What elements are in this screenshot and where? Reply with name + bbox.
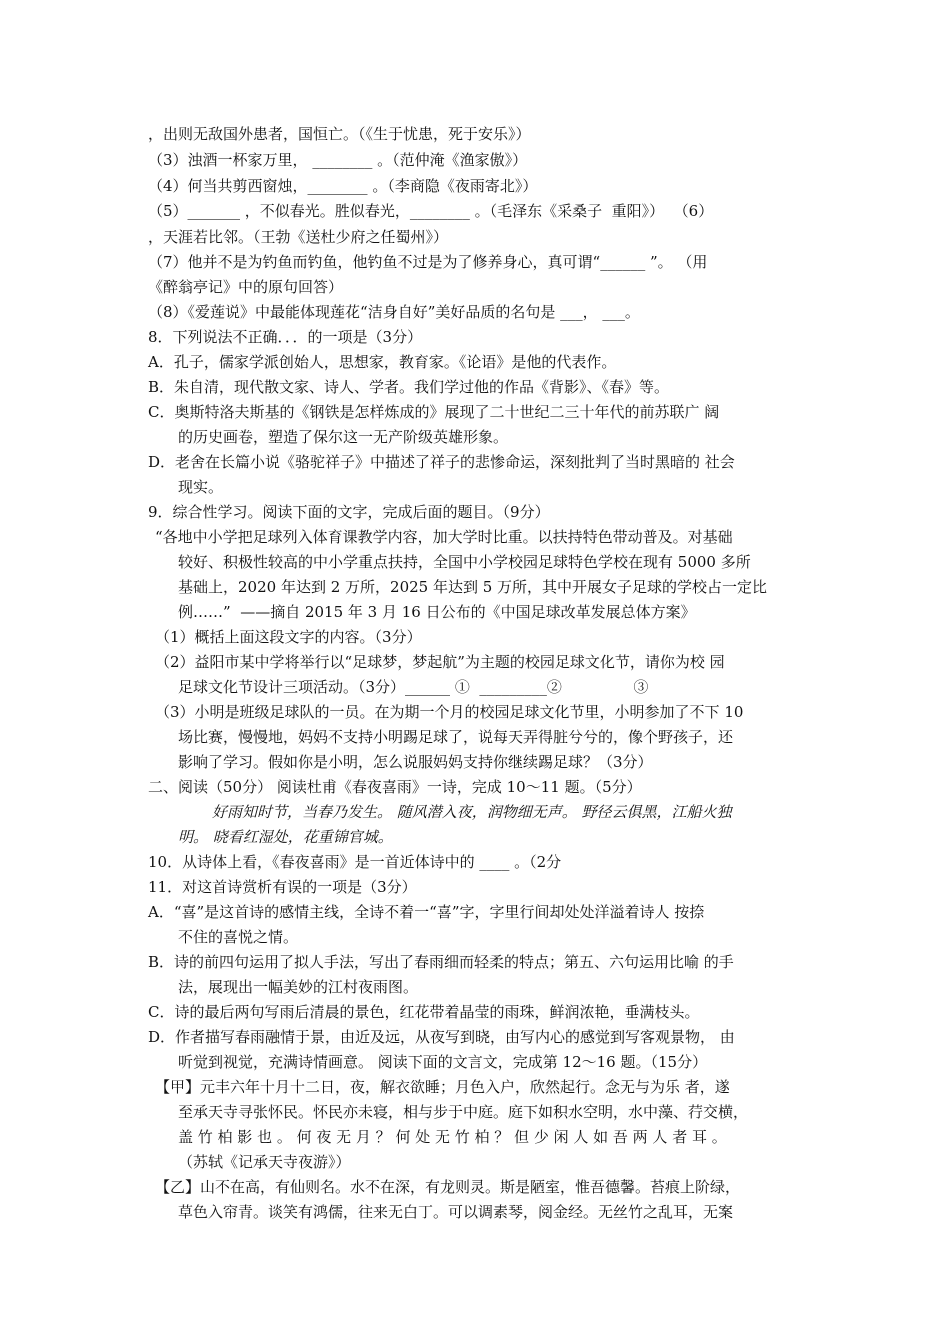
- option-d: D．老舍在长篇小说《骆驼祥子》中描述了祥子的悲惨命运，深刻批判了当时黑暗的 社会: [148, 453, 735, 471]
- text-line: 现实。: [178, 478, 224, 496]
- text-line: 至承天寺寻张怀民。怀民亦未寝，相与步于中庭。庭下如积水空明，水中藻、荇交横，: [178, 1103, 749, 1121]
- text-line: （2）益阳市某中学将举行以“足球梦，梦起航”为主题的校园足球文化节，请你为校 园: [155, 653, 725, 671]
- passage-jia: 【甲】元丰六年十月十二日，夜，解衣欲睡；月色入户，欣然起行。念无与为乐 者，遂: [155, 1078, 730, 1096]
- text-line: （8）《爱莲说》中最能体现莲花“洁身自好”美好品质的名句是 ___， ___。: [148, 303, 640, 321]
- text-line: 足球文化节设计三项活动。（3分）______ ① _________② ③: [178, 678, 649, 696]
- text-line: 《醉翁亭记》中的原句回答）: [148, 278, 344, 296]
- passage-yi: 【乙】山不在高，有仙则名。水不在深，有龙则灵。斯是陋室，惟吾德馨。苔痕上阶绿，: [155, 1178, 741, 1196]
- text-line: 法，展现出一幅美妙的江村夜雨图。: [178, 978, 419, 996]
- text-line: 场比赛，慢慢地，妈妈不支持小明踢足球了，说每天弄得脏兮兮的，像个野孩子，还: [178, 728, 734, 746]
- text-line: （苏轼《记承天寺夜游》）: [178, 1153, 351, 1171]
- question-11-heading: 11．对这首诗赏析有误的一项是（3分）: [148, 878, 417, 896]
- option-a: A．孔子，儒家学派创始人，思想家，教育家。《论语》是他的代表作。: [148, 353, 617, 371]
- text-line: （3）浊酒一杯家万里， ________ 。（范仲淹《渔家傲》）: [148, 151, 528, 169]
- option-b: B．诗的前四句运用了拟人手法，写出了春雨细而轻柔的特点；第五、六句运用比喻 的手: [148, 953, 734, 971]
- poem-line: 好雨知时节，当春乃发生。 随风潜入夜，润物细无声。 野径云俱黑，江船火独: [212, 803, 732, 821]
- section-heading: 二、阅读（50分） 阅读杜甫《春夜喜雨》一诗，完成 10～11 题。（5分）: [148, 778, 642, 796]
- text-line: ，出则无敌国外患者，国恒亡。（《生于忧患，死于安乐》）: [148, 125, 531, 143]
- question-10: 10．从诗体上看，《春夜喜雨》是一首近体诗中的 ____ 。（2分: [148, 853, 562, 871]
- question-9-heading: 9．综合性学习。阅读下面的文字，完成后面的题目。（9分）: [148, 503, 550, 521]
- option-d: D．作者描写春雨融情于景，由近及远，从夜写到晓，由写内心的感觉到写客观景物， 由: [148, 1028, 735, 1046]
- quote-line: 例……” ——摘自 2015 年 3 月 16 日公布的《中国足球改革发展总体方案》: [178, 603, 696, 621]
- quote-line: “各地中小学把足球列入体育课教学内容，加大学时比重。以扶持特色带动普及。对基础: [155, 528, 733, 546]
- question-8-heading: 8．下列说法不正确．．．的一项是（3分）: [148, 328, 423, 346]
- option-a: A．“喜”是这首诗的感情主线，全诗不着一“喜”字，字里行间却处处洋溢着诗人 按捺: [148, 903, 705, 921]
- text-line: 听觉到视觉，充满诗情画意。 阅读下面的文言文，完成第 12～16 题。（15分）: [178, 1053, 708, 1071]
- text-line: 草色入帘青。谈笑有鸿儒，往来无白丁。可以调素琴，阅金经。无丝竹之乱耳，无案: [178, 1203, 734, 1221]
- option-c: C．奥斯特洛夫斯基的《钢铁是怎样炼成的》展现了二十世纪二三十年代的前苏联广 阔: [148, 403, 720, 421]
- option-c: C．诗的最后两句写雨后清晨的景色，红花带着晶莹的雨珠，鲜润浓艳，垂满枝头。: [148, 1003, 700, 1021]
- quote-line: 基础上，2020 年达到 2 万所，2025 年达到 5 万所，其中开展女子足球的学校占一定比: [178, 578, 768, 596]
- text-line: （3）小明是班级足球队的一员。在为期一个月的校园足球文化节里，小明参加了不下 10: [155, 703, 744, 721]
- text-line: （4）何当共剪西窗烛，________ 。（李商隐《夜雨寄北》）: [148, 177, 538, 195]
- text-line: ，天涯若比邻。（王勃《送杜少府之任蜀州》）: [148, 228, 449, 246]
- option-b: B．朱自清，现代散文家、诗人、学者。我们学过他的作品《背影》、《春》等。: [148, 378, 670, 396]
- text-line: （5）_______ ，不似春光。胜似春光，________ 。（毛泽东《采桑子 重阳》） （6）: [148, 202, 714, 220]
- text-line: 不住的喜悦之情。: [178, 928, 299, 946]
- text-line: 影响了学习。假如你是小明，怎么说服妈妈支持你继续踢足球？（3分）: [178, 753, 653, 771]
- poem-line: 明。 晓看红湿处，花重锦官城。: [178, 828, 393, 846]
- quote-line: 较好、积极性较高的中小学重点扶持，全国中小学校园足球特色学校在现有 5000 多所: [178, 553, 751, 571]
- text-line: （1）概括上面这段文字的内容。（3分）: [155, 628, 422, 646]
- text-line: 的历史画卷，塑造了保尔这一无产阶级英雄形象。: [178, 428, 509, 446]
- text-line: （7）他并不是为钓鱼而钓鱼，他钓鱼不过是为了修养身心，真可谓“______ ”。 （用: [148, 253, 708, 271]
- text-line: 盖 竹 柏 影 也 。 何 夜 无 月 ？ 何 处 无 竹 柏 ？ 但 少 闲 人 如 吾 两 人 者 耳 。: [178, 1128, 727, 1146]
